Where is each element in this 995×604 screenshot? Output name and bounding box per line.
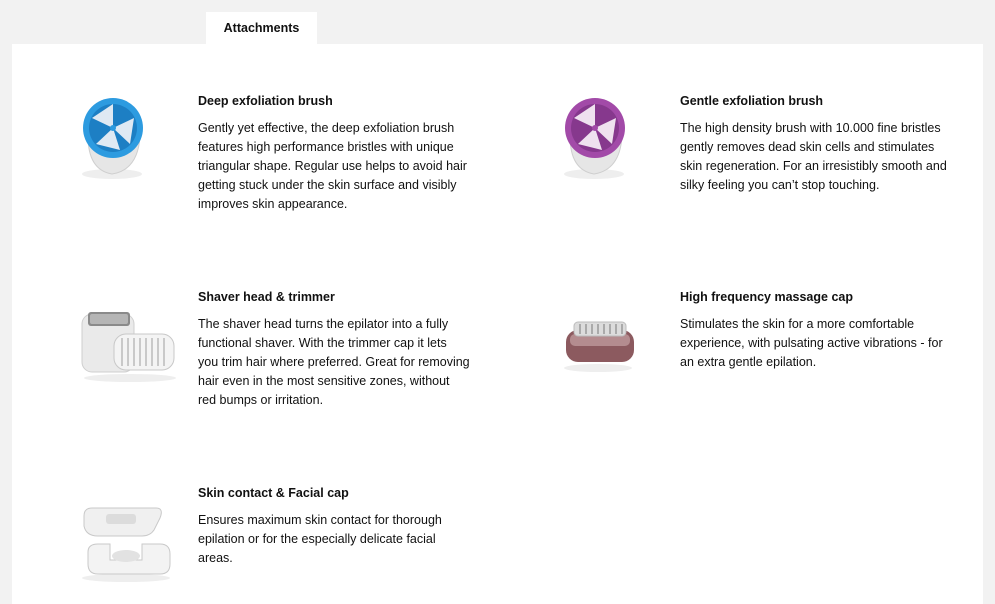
item-title: Shaver head & trimmer <box>198 290 335 304</box>
item-title: Deep exfoliation brush <box>198 94 333 108</box>
shaver-head-trimmer-icon <box>80 290 180 390</box>
tab-attachments[interactable]: Attachments <box>206 12 317 45</box>
item-description: The shaver head turns the epilator into a fully functional shaver. With the trimmer cap it lets you trim hair where preferred. Great for removing hair even in the most sensitive zones, without red bumps or irritation. <box>198 317 470 407</box>
gentle-exfoliation-brush-icon <box>562 94 662 194</box>
item-description: Ensures maximum skin contact for thorough epilation or for the especially delicate facial areas. <box>198 513 442 565</box>
item-title: Gentle exfoliation brush <box>680 94 824 108</box>
item-title: Skin contact & Facial cap <box>198 486 349 500</box>
attachments-panel <box>12 44 983 604</box>
item-description: The high density brush with 10.000 fine bristles gently removes dead skin cells and stimulates skin regeneration. For an irresistibly smooth and silky feeling you can’t stop touching. <box>680 121 947 192</box>
deep-exfoliation-brush-icon <box>80 94 180 194</box>
skin-contact-facial-cap-icon <box>80 486 180 586</box>
item-description: Gently yet effective, the deep exfoliation brush features high performance bristles with unique triangular shape. Regular use helps to avoid hair getting stuck under the skin surface and visibly improves skin appearance. <box>198 121 467 211</box>
item-title: High frequency massage cap <box>680 290 853 304</box>
item-description: Stimulates the skin for a more comfortable experience, with pulsating active vibrations - for an extra gentle epilation. <box>680 317 943 369</box>
massage-cap-icon <box>562 290 662 390</box>
